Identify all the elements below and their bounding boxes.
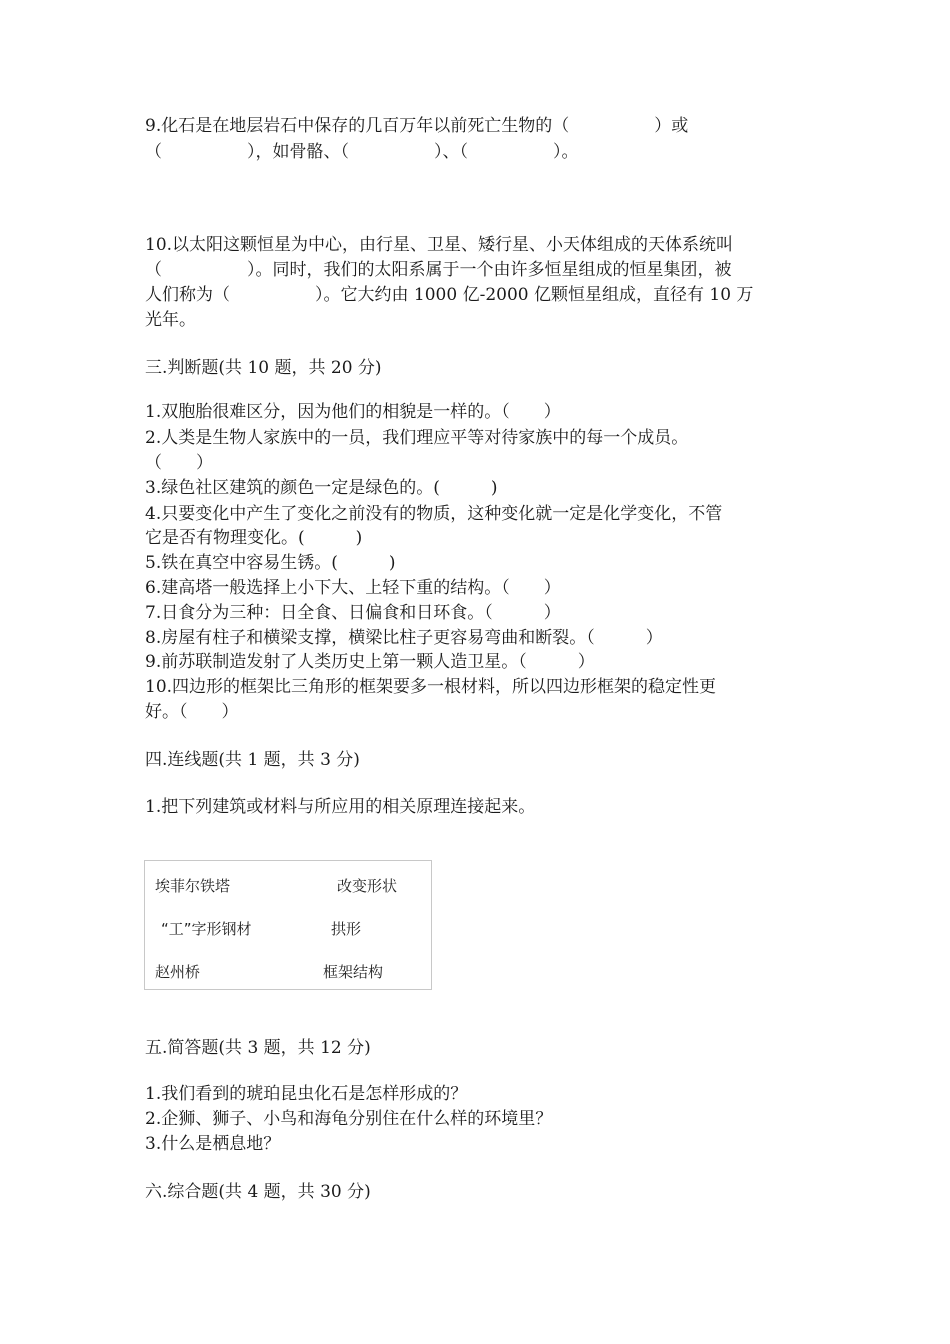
judge-item: 它是否有物理变化。( ) — [145, 528, 363, 548]
q10-line-2: （ ）。同时，我们的太阳系属于一个由许多恒星组成的恒星集团，被 — [145, 260, 732, 280]
judge-item: 3.绿色社区建筑的颜色一定是绿色的。( ) — [145, 478, 498, 498]
judge-item: 6.建高塔一般选择上小下大、上轻下重的结构。（ ） — [145, 578, 561, 598]
short-answer-item: 3.什么是栖息地？ — [145, 1134, 281, 1154]
judge-item: 9.前苏联制造发射了人类历史上第一颗人造卫星。（ ） — [145, 652, 595, 672]
judge-item: 5.铁在真空中容易生锈。( ) — [145, 553, 396, 573]
judge-item: 好。（ ） — [145, 702, 239, 722]
q10-line-4: 光年。 — [145, 310, 196, 330]
section-comprehensive-heading: 六.综合题(共 4 题，共 30 分) — [145, 1182, 371, 1202]
q9-line-2: （ ），如骨骼、（ ）、（ ）。 — [145, 142, 579, 162]
q10-line-1: 10.以太阳这颗恒星为中心，由行星、卫星、矮行星、小天体组成的天体系统叫 — [145, 235, 734, 255]
judge-item: 2.人类是生物人家族中的一员，我们理应平等对待家族中的每一个成员。 — [145, 428, 689, 448]
judge-item: 10.四边形的框架比三角形的框架要多一根材料，所以四边形框架的稳定性更 — [145, 677, 717, 697]
q9-line-1: 9.化石是在地层岩石中保存的几百万年以前死亡生物的（ ）或 — [145, 116, 689, 136]
q10-line-3: 人们称为（ ）。它大约由 1000 亿-2000 亿颗恒星组成，直径有 10 万 — [145, 285, 754, 305]
short-answer-item: 1.我们看到的琥珀昆虫化石是怎样形成的？ — [145, 1084, 468, 1104]
section-matching-heading: 四.连线题(共 1 题，共 3 分) — [145, 750, 360, 770]
matching-question: 1.把下列建筑或材料与所应用的相关原理连接起来。 — [145, 797, 536, 817]
judge-item: 7.日食分为三种：日全食、日偏食和日环食。（ ） — [145, 603, 561, 623]
judge-item: 1.双胞胎很难区分，因为他们的相貌是一样的。（ ） — [145, 402, 561, 422]
match-left-item[interactable]: 赵州桥 — [155, 963, 201, 981]
judge-item: （ ） — [145, 453, 213, 473]
match-right-item[interactable]: 拱形 — [331, 920, 362, 938]
match-right-item[interactable]: 改变形状 — [337, 877, 398, 895]
match-right-item[interactable]: 框架结构 — [323, 963, 384, 981]
judge-item: 8.房屋有柱子和横梁支撑，横梁比柱子更容易弯曲和断裂。（ ） — [145, 628, 663, 648]
short-answer-item: 2.企狮、狮子、小鸟和海龟分别住在什么样的环境里？ — [145, 1109, 553, 1129]
match-left-item[interactable]: “工”字形钢材 — [161, 920, 252, 938]
match-left-item[interactable]: 埃菲尔铁塔 — [155, 877, 231, 895]
judge-item: 4.只要变化中产生了变化之前没有的物质，这种变化就一定是化学变化，不管 — [145, 504, 723, 524]
section-short-answer-heading: 五.简答题(共 3 题，共 12 分) — [145, 1038, 371, 1058]
matching-figure — [144, 860, 432, 990]
section-judge-heading: 三.判断题(共 10 题，共 20 分) — [145, 358, 382, 378]
